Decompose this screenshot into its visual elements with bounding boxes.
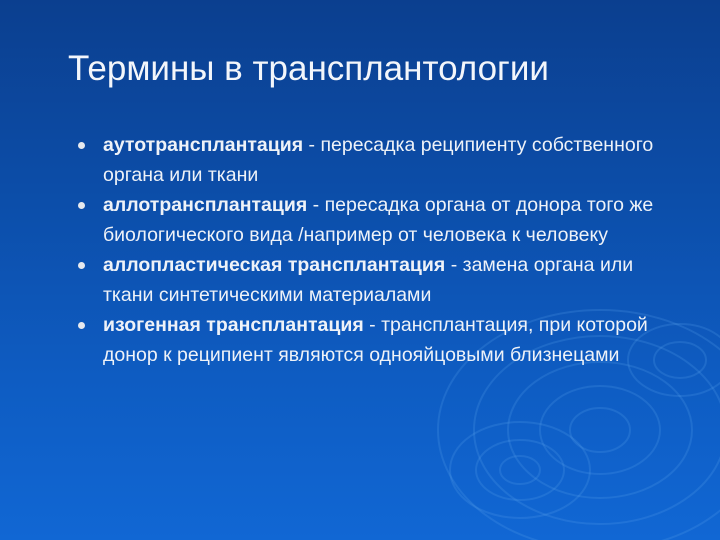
term-definition: - пересадка реципиенту собственного органа или ткани	[103, 134, 654, 186]
bullet-icon	[78, 202, 85, 209]
term-definition: - пересадка органа от донора того же биологического вида /например от человека к человеку	[103, 194, 654, 246]
list-item	[78, 190, 688, 250]
bullet-icon	[78, 142, 85, 149]
list-item	[78, 250, 688, 310]
term-definition: - замена органа или ткани синтетическими материалами	[103, 254, 634, 306]
term-definition: - трансплантация, при которой донор к реципиент являются однояйцовыми близнецами	[103, 314, 648, 366]
bullet-icon	[78, 262, 85, 269]
term-name: аллопластическая трансплантация	[103, 254, 446, 276]
term-name: аутотрансплантация	[103, 134, 304, 156]
list-item	[78, 130, 688, 190]
term-name: изогенная трансплантация	[103, 314, 364, 336]
terms-list	[78, 130, 688, 370]
term-name: аллотрансплантация	[103, 194, 308, 216]
slide-title: Термины в трансплантологии	[68, 49, 549, 88]
list-item	[78, 310, 688, 370]
bullet-icon	[78, 322, 85, 329]
